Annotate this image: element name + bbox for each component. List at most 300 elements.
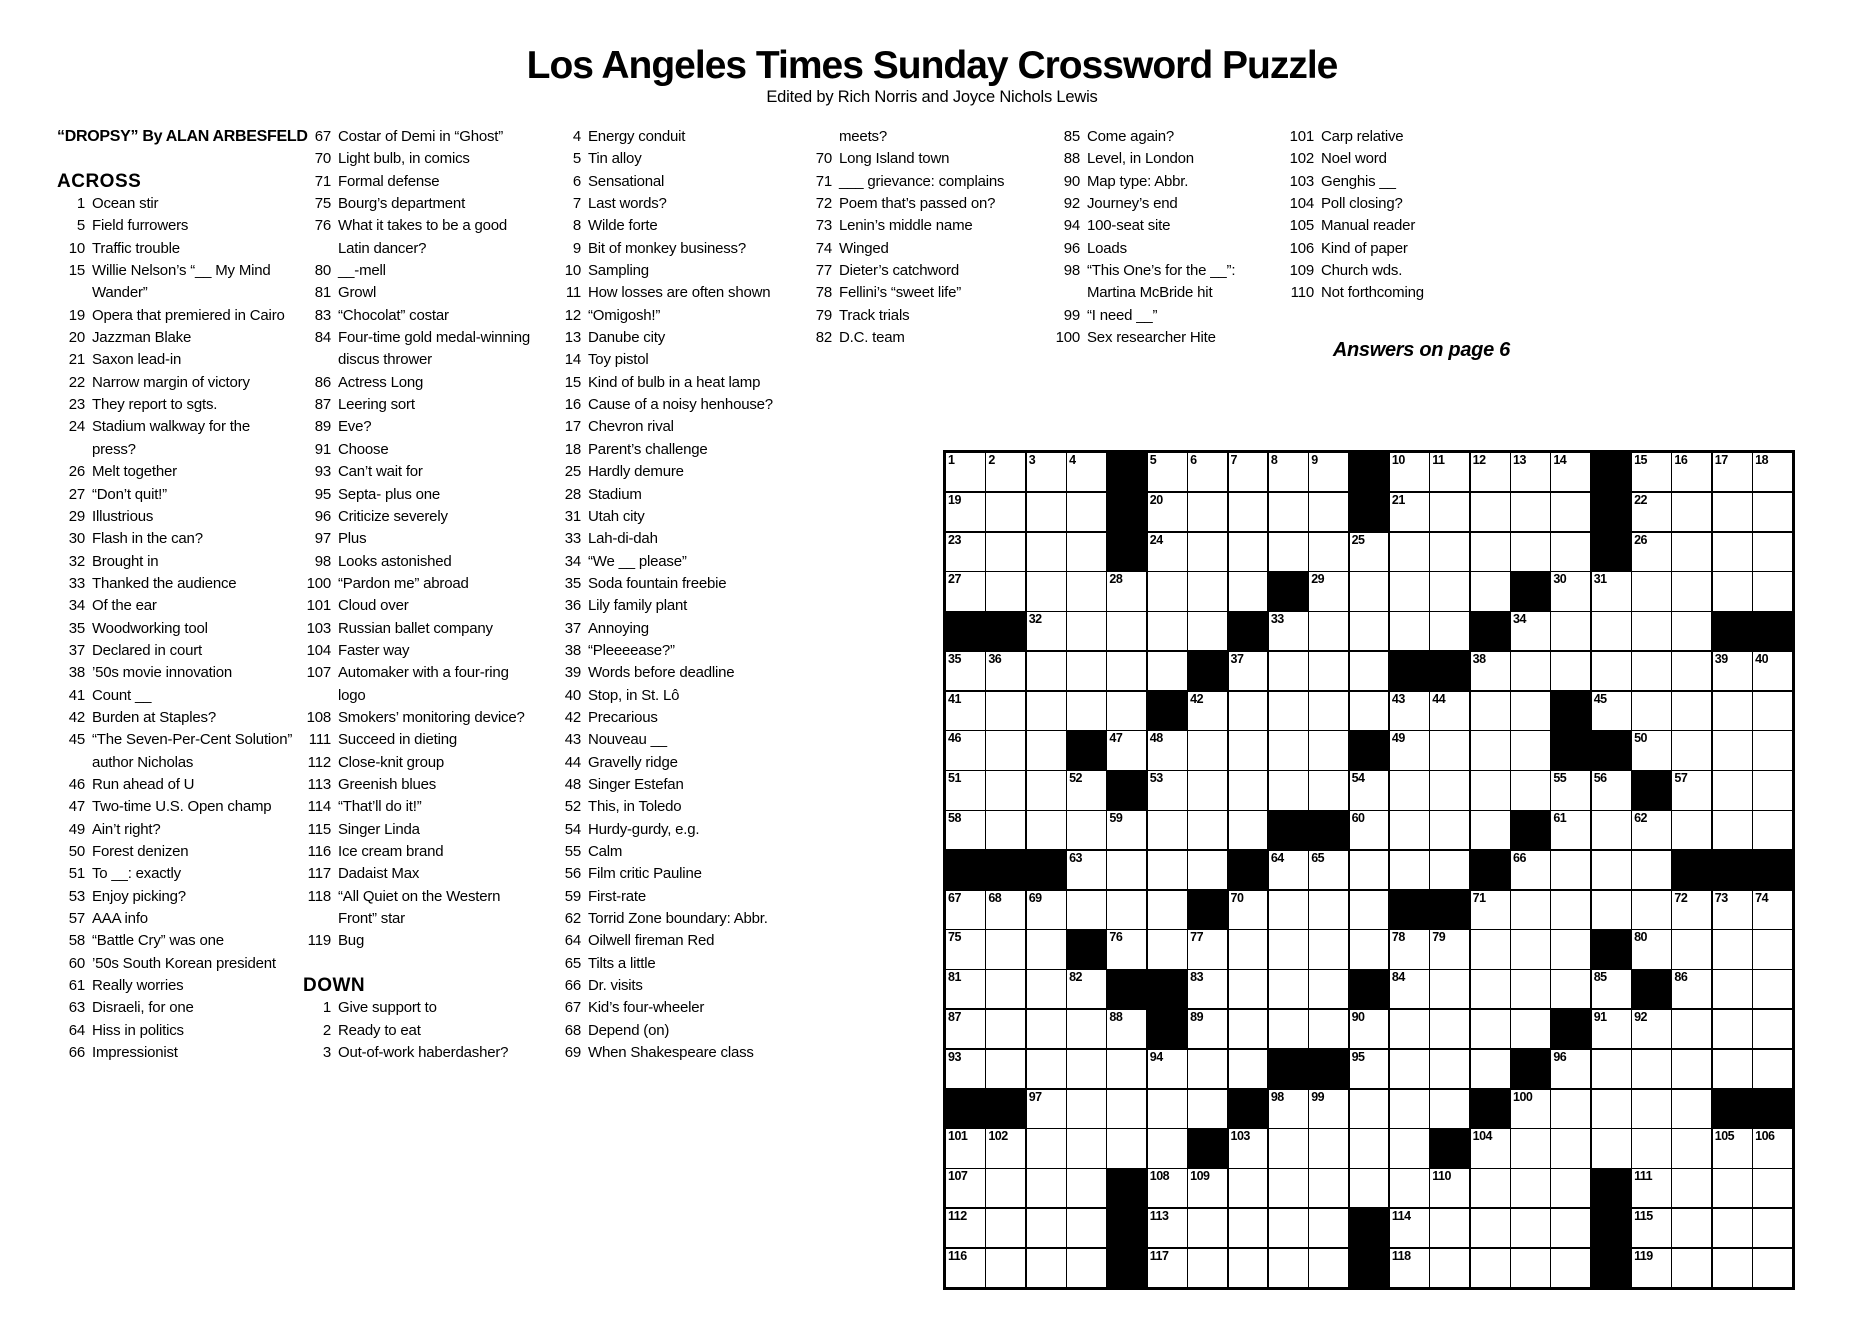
clue-line xyxy=(57,796,302,818)
grid-cell-white xyxy=(1753,1129,1792,1167)
grid-cell-white xyxy=(1632,1010,1671,1048)
grid-cell-white xyxy=(1188,493,1227,531)
grid-cell-number: 72 xyxy=(1674,890,1688,905)
clue-number: 111 xyxy=(308,731,331,749)
clue-text: Stadium walkway for the xyxy=(92,418,250,436)
grid-cell-white xyxy=(1471,811,1510,849)
grid-cell-number: 98 xyxy=(1270,1089,1284,1104)
grid-cell-white xyxy=(1551,1209,1590,1247)
clue-column-1 xyxy=(57,126,308,1064)
clue-number: 5 xyxy=(572,150,581,168)
clue-line xyxy=(57,305,302,327)
clue-text: Singer Estefan xyxy=(588,775,684,793)
grid-cell-white xyxy=(1592,851,1631,889)
grid-cell-white xyxy=(1107,1129,1146,1167)
grid-cell-white xyxy=(1229,572,1268,610)
grid-cell-number: 53 xyxy=(1149,771,1163,786)
grid-cell-black xyxy=(1350,1249,1389,1287)
grid-cell-black xyxy=(1027,851,1066,889)
grid-cell-white xyxy=(1632,652,1671,690)
clue-number: 60 xyxy=(68,954,85,972)
clue-number: 47 xyxy=(68,798,85,816)
grid-cell-white xyxy=(1471,1129,1510,1167)
clue-number: 54 xyxy=(564,820,581,838)
clue-text: Faster way xyxy=(338,641,410,659)
clue-text: author Nicholas xyxy=(92,753,194,771)
clue-number: 52 xyxy=(564,798,581,816)
clue-text: “All Quiet on the Western xyxy=(338,887,501,905)
grid-cell-white xyxy=(1350,1129,1389,1167)
grid-cell-white xyxy=(1672,533,1711,571)
clue-text: Illustrious xyxy=(92,507,154,525)
grid-cell-black xyxy=(946,851,985,889)
clue-line xyxy=(303,752,548,774)
grid-cell-white xyxy=(1027,771,1066,809)
clue-line xyxy=(303,1042,548,1064)
grid-cell-white xyxy=(946,1249,985,1287)
grid-cell-white xyxy=(1592,612,1631,650)
grid-cell-white xyxy=(1430,811,1469,849)
grid-cell-white xyxy=(986,572,1025,610)
grid-cell-number: 33 xyxy=(1270,612,1284,627)
clue-line xyxy=(303,439,548,461)
grid-cell-white xyxy=(1309,453,1348,491)
clue-line xyxy=(303,171,548,193)
clue-number: 40 xyxy=(564,686,581,704)
grid-cell-white xyxy=(1592,572,1631,610)
clue-text: Melt together xyxy=(92,463,177,481)
grid-cell-white xyxy=(1430,1169,1469,1207)
clue-number: 97 xyxy=(314,530,331,548)
grid-cell-number: 119 xyxy=(1634,1248,1653,1263)
clue-text: Out-of-work haberdasher? xyxy=(338,1044,509,1062)
clue-number: 36 xyxy=(564,597,581,615)
grid-cell-white xyxy=(1430,771,1469,809)
clue-number: 66 xyxy=(564,977,581,995)
grid-cell-white xyxy=(1430,1249,1469,1287)
clue-line xyxy=(1286,238,1531,260)
clue-line xyxy=(57,416,302,438)
grid-cell-black xyxy=(1592,533,1631,571)
grid-cell-white xyxy=(1753,453,1792,491)
grid-cell-white xyxy=(946,1169,985,1207)
clue-number: 98 xyxy=(1063,262,1080,280)
grid-cell-white xyxy=(1148,1129,1187,1167)
clue-line xyxy=(303,573,548,595)
clue-line xyxy=(553,618,798,640)
clue-line xyxy=(303,1020,548,1042)
clue-line xyxy=(303,595,548,617)
grid-cell-number: 56 xyxy=(1593,771,1607,786)
grid-cell-white xyxy=(1067,612,1106,650)
grid-cell-white xyxy=(1269,1129,1308,1167)
clue-line xyxy=(57,506,302,528)
grid-cell-white xyxy=(1430,930,1469,968)
clue-number: 105 xyxy=(1289,217,1314,235)
grid-cell-black xyxy=(1551,1010,1590,1048)
grid-cell-white xyxy=(1148,1169,1187,1207)
grid-cell-white xyxy=(986,1249,1025,1287)
clue-line xyxy=(57,551,302,573)
clue-text: Criticize severely xyxy=(338,507,448,525)
clue-text: ’50s South Korean president xyxy=(92,954,276,972)
clue-text: Ain’t right? xyxy=(92,820,161,838)
clue-line xyxy=(303,886,548,908)
grid-cell-white xyxy=(1713,453,1752,491)
clue-text: Burden at Staples? xyxy=(92,708,216,726)
clue-line xyxy=(57,461,302,483)
clue-line xyxy=(553,662,798,684)
grid-cell-white xyxy=(1229,891,1268,929)
grid-cell-black xyxy=(1511,572,1550,610)
grid-cell-white xyxy=(1592,970,1631,1008)
grid-cell-white xyxy=(1107,1050,1146,1088)
clue-line xyxy=(57,975,302,997)
grid-cell-number: 88 xyxy=(1109,1009,1123,1024)
clue-number: 43 xyxy=(564,731,581,749)
clue-continuation xyxy=(57,282,302,304)
clue-number: 101 xyxy=(1289,128,1314,145)
spacer xyxy=(303,953,548,975)
clue-text: Utah city xyxy=(588,507,645,525)
grid-cell-black xyxy=(1430,652,1469,690)
clue-line xyxy=(553,908,798,930)
clue-text: “Don’t quit!” xyxy=(92,485,167,503)
grid-cell-white xyxy=(1471,1050,1510,1088)
clue-line xyxy=(1052,193,1297,215)
grid-cell-white xyxy=(1753,1050,1792,1088)
clue-line xyxy=(553,863,798,885)
clue-text: Cause of a noisy henhouse? xyxy=(588,396,773,414)
grid-cell-white xyxy=(1390,970,1429,1008)
clue-line xyxy=(1286,171,1531,193)
clue-line xyxy=(57,863,302,885)
grid-cell-black xyxy=(1309,811,1348,849)
grid-cell-white xyxy=(1672,652,1711,690)
clue-number: 32 xyxy=(68,552,85,570)
grid-cell-white xyxy=(1390,771,1429,809)
clue-number: 49 xyxy=(68,820,85,838)
grid-cell-number: 27 xyxy=(948,572,961,587)
clue-text: Light bulb, in comics xyxy=(338,150,470,168)
clue-text: “We __ please” xyxy=(588,552,687,570)
grid-cell-number: 58 xyxy=(948,811,961,826)
grid-cell-white xyxy=(1511,493,1550,531)
grid-cell-white xyxy=(1027,1209,1066,1247)
clue-number: 101 xyxy=(306,597,331,615)
clue-text: Genghis __ xyxy=(1321,172,1396,190)
grid-cell-number: 99 xyxy=(1311,1089,1325,1104)
grid-cell-white xyxy=(1309,493,1348,531)
grid-cell-white xyxy=(1430,1050,1469,1088)
clue-text: Wander” xyxy=(92,284,148,302)
clue-text: Journey’s end xyxy=(1087,195,1178,213)
clue-line xyxy=(303,305,548,327)
clue-number: 69 xyxy=(564,1044,581,1062)
grid-cell-white xyxy=(1551,891,1590,929)
grid-cell-white xyxy=(1269,771,1308,809)
clue-number: 114 xyxy=(307,798,331,816)
clue-number: 27 xyxy=(68,485,85,503)
clue-number: 73 xyxy=(815,217,832,235)
grid-cell-white xyxy=(1713,1129,1752,1167)
clue-line xyxy=(553,506,798,528)
clue-line xyxy=(553,997,798,1019)
clue-line xyxy=(303,997,548,1019)
clue-text: Flash in the can? xyxy=(92,530,203,548)
grid-cell-white xyxy=(1309,891,1348,929)
clue-line xyxy=(553,305,798,327)
grid-cell-white xyxy=(1188,572,1227,610)
clue-line xyxy=(553,148,798,170)
grid-cell-number: 10 xyxy=(1391,453,1405,467)
clue-number: 100 xyxy=(1055,329,1080,347)
grid-cell-white xyxy=(1551,1090,1590,1128)
grid-cell-white xyxy=(1229,493,1268,531)
grid-cell-white xyxy=(1027,652,1066,690)
clue-text: Carp relative xyxy=(1321,128,1404,145)
clue-continuation xyxy=(303,238,548,260)
clue-text: First-rate xyxy=(588,887,647,905)
clue-text: Long Island town xyxy=(839,150,950,168)
clue-number: 74 xyxy=(815,239,832,257)
grid-cell-number: 23 xyxy=(948,532,961,547)
grid-cell-black xyxy=(1430,1129,1469,1167)
grid-cell-number: 78 xyxy=(1391,930,1405,945)
grid-cell-white xyxy=(1350,692,1389,730)
grid-cell-number: 37 xyxy=(1230,651,1244,666)
page-title: Los Angeles Times Sunday Crossword Puzzle xyxy=(526,44,1338,87)
clue-text: Kid’s four-wheeler xyxy=(588,999,705,1017)
grid-cell-white xyxy=(1269,970,1308,1008)
clue-number: 37 xyxy=(68,641,85,659)
clue-text: AAA info xyxy=(92,910,148,928)
clue-line xyxy=(553,416,798,438)
clue-line xyxy=(1052,126,1297,148)
clue-text: Bourg’s department xyxy=(338,195,466,213)
clue-number: 75 xyxy=(314,195,331,213)
grid-cell-number: 40 xyxy=(1755,651,1769,666)
grid-cell-black xyxy=(1148,970,1187,1008)
clue-text: Stop, in St. Lô xyxy=(588,686,680,704)
clue-text: Russian ballet company xyxy=(338,619,493,637)
clue-number: 85 xyxy=(1063,128,1080,145)
grid-cell-white xyxy=(1269,1249,1308,1287)
grid-cell-white xyxy=(1511,1129,1550,1167)
clue-number: 19 xyxy=(68,306,85,324)
clue-text: Growl xyxy=(338,284,377,302)
clue-line xyxy=(553,640,798,662)
clue-line xyxy=(57,372,302,394)
grid-cell-white xyxy=(1309,533,1348,571)
clue-number: 64 xyxy=(564,932,581,950)
clue-text: Poem that’s passed on? xyxy=(839,195,996,213)
clue-number: 86 xyxy=(314,373,331,391)
clue-number: 34 xyxy=(564,552,581,570)
clue-text: Kind of paper xyxy=(1321,239,1408,257)
grid-cell-white xyxy=(1713,493,1752,531)
clue-text: Latin dancer? xyxy=(338,239,427,257)
grid-cell-number: 67 xyxy=(948,890,961,905)
clue-line xyxy=(57,997,302,1019)
grid-cell-black xyxy=(1350,493,1389,531)
clue-line xyxy=(553,327,798,349)
clue-number: 16 xyxy=(564,396,581,414)
clue-line xyxy=(553,394,798,416)
clue-text: discus thrower xyxy=(338,351,432,369)
clue-line xyxy=(1052,148,1297,170)
grid-cell-white xyxy=(1309,1129,1348,1167)
grid-cell-white xyxy=(1672,891,1711,929)
clue-number: 84 xyxy=(314,329,331,347)
grid-cell-white xyxy=(1229,1010,1268,1048)
clue-number: 117 xyxy=(307,865,331,883)
clue-number: 41 xyxy=(68,686,85,704)
grid-cell-white xyxy=(1390,1129,1429,1167)
clue-text: Bug xyxy=(338,932,365,950)
clue-text: meets? xyxy=(839,128,887,145)
grid-cell-white xyxy=(1148,930,1187,968)
grid-cell-black xyxy=(1229,612,1268,650)
clue-text: Winged xyxy=(839,239,889,257)
grid-cell-white xyxy=(986,533,1025,571)
clue-line xyxy=(553,573,798,595)
clue-text: Lily family plant xyxy=(588,597,688,615)
grid-cell-number: 18 xyxy=(1755,453,1769,467)
grid-cell-number: 2 xyxy=(988,453,995,467)
grid-cell-number: 112 xyxy=(948,1208,967,1223)
grid-cell-white xyxy=(1713,771,1752,809)
grid-cell-white xyxy=(1471,1249,1510,1287)
clue-line xyxy=(553,528,798,550)
grid-cell-white xyxy=(1309,970,1348,1008)
puzzle-byline: “DROPSY” By ALAN ARBESFELD xyxy=(57,128,308,145)
clue-number: 68 xyxy=(564,1021,581,1039)
grid-cell-black xyxy=(1713,1090,1752,1128)
grid-cell-number: 12 xyxy=(1472,453,1486,467)
grid-cell-white xyxy=(1350,1010,1389,1048)
grid-cell-black xyxy=(1551,731,1590,769)
clue-line xyxy=(553,126,798,148)
grid-cell-number: 22 xyxy=(1634,492,1647,507)
clue-text: Enjoy picking? xyxy=(92,887,186,905)
grid-cell-number: 66 xyxy=(1513,850,1526,865)
clue-text: Four-time gold medal-winning xyxy=(338,329,530,347)
clue-text: Leering sort xyxy=(338,396,415,414)
clue-text: Forest denizen xyxy=(92,843,189,860)
grid-cell-white xyxy=(1713,572,1752,610)
grid-cell-white xyxy=(1551,612,1590,650)
clue-line xyxy=(303,819,548,841)
grid-cell-white xyxy=(1632,1169,1671,1207)
grid-cell-white xyxy=(1027,533,1066,571)
clue-number: 1 xyxy=(322,999,331,1017)
clue-text: Tin alloy xyxy=(588,150,642,168)
grid-cell-black xyxy=(1753,1090,1792,1128)
grid-cell-white xyxy=(1471,891,1510,929)
grid-cell-white xyxy=(1430,493,1469,531)
clue-text: Succeed in dieting xyxy=(338,731,457,749)
grid-cell-number: 64 xyxy=(1270,850,1284,865)
grid-cell-white xyxy=(1632,572,1671,610)
clue-line xyxy=(553,238,798,260)
grid-cell-white xyxy=(1188,1010,1227,1048)
clue-text: Tilts a little xyxy=(588,954,656,972)
grid-cell-white xyxy=(1309,1010,1348,1048)
grid-cell-black xyxy=(1471,1090,1510,1128)
grid-cell-number: 117 xyxy=(1149,1248,1169,1263)
grid-cell-black xyxy=(1713,851,1752,889)
grid-cell-white xyxy=(1107,572,1146,610)
clue-column-3 xyxy=(553,126,798,1064)
grid-cell-white xyxy=(1188,533,1227,571)
grid-cell-white xyxy=(1672,771,1711,809)
grid-cell-white xyxy=(946,652,985,690)
grid-cell-white xyxy=(1632,692,1671,730)
clue-number: 1 xyxy=(76,195,85,213)
grid-cell-white xyxy=(1511,1209,1550,1247)
grid-cell-white xyxy=(1713,692,1752,730)
clue-number: 115 xyxy=(307,820,331,838)
grid-cell-white xyxy=(1067,1050,1106,1088)
grid-cell-white xyxy=(1511,970,1550,1008)
grid-cell-white xyxy=(1148,1209,1187,1247)
grid-cell-number: 52 xyxy=(1069,771,1082,786)
grid-cell-white xyxy=(1551,970,1590,1008)
grid-cell-black xyxy=(1390,652,1429,690)
clue-line xyxy=(303,372,548,394)
clue-text: Impressionist xyxy=(92,1044,178,1062)
grid-cell-white xyxy=(1592,891,1631,929)
clue-number: 70 xyxy=(815,150,832,168)
grid-cell-white xyxy=(1511,1010,1550,1048)
clue-number: 67 xyxy=(564,999,581,1017)
clue-line xyxy=(553,975,798,997)
grid-cell-white xyxy=(1067,1249,1106,1287)
grid-cell-white xyxy=(1713,1169,1752,1207)
grid-cell-number: 28 xyxy=(1109,572,1123,587)
clue-number: 106 xyxy=(1289,239,1314,257)
grid-cell-white xyxy=(1551,533,1590,571)
grid-cell-white xyxy=(1632,453,1671,491)
grid-cell-black xyxy=(1713,612,1752,650)
grid-cell-black xyxy=(1107,970,1146,1008)
clue-line xyxy=(303,863,548,885)
grid-cell-white xyxy=(1269,891,1308,929)
clue-line xyxy=(303,930,548,952)
grid-cell-black xyxy=(1229,851,1268,889)
grid-cell-number: 31 xyxy=(1593,572,1607,587)
grid-cell-white xyxy=(1309,1209,1348,1247)
grid-cell-white xyxy=(1027,1050,1066,1088)
grid-cell-number: 105 xyxy=(1714,1129,1735,1144)
grid-cell-white xyxy=(1632,1090,1671,1128)
clue-text: Hurdy-gurdy, e.g. xyxy=(588,820,700,838)
grid-cell-white xyxy=(1592,692,1631,730)
grid-cell-number: 47 xyxy=(1109,731,1123,746)
clue-line xyxy=(303,148,548,170)
grid-cell-number: 43 xyxy=(1391,691,1405,706)
clue-text: Last words? xyxy=(588,195,667,213)
grid-cell-white xyxy=(1390,1209,1429,1247)
clue-text: “The Seven-Per-Cent Solution” xyxy=(92,731,293,749)
clue-number: 71 xyxy=(815,172,832,190)
grid-cell-number: 63 xyxy=(1069,850,1082,865)
clue-number: 98 xyxy=(314,552,331,570)
clue-number: 15 xyxy=(564,373,581,391)
clue-number: 55 xyxy=(564,843,581,860)
clue-line xyxy=(1052,260,1297,282)
